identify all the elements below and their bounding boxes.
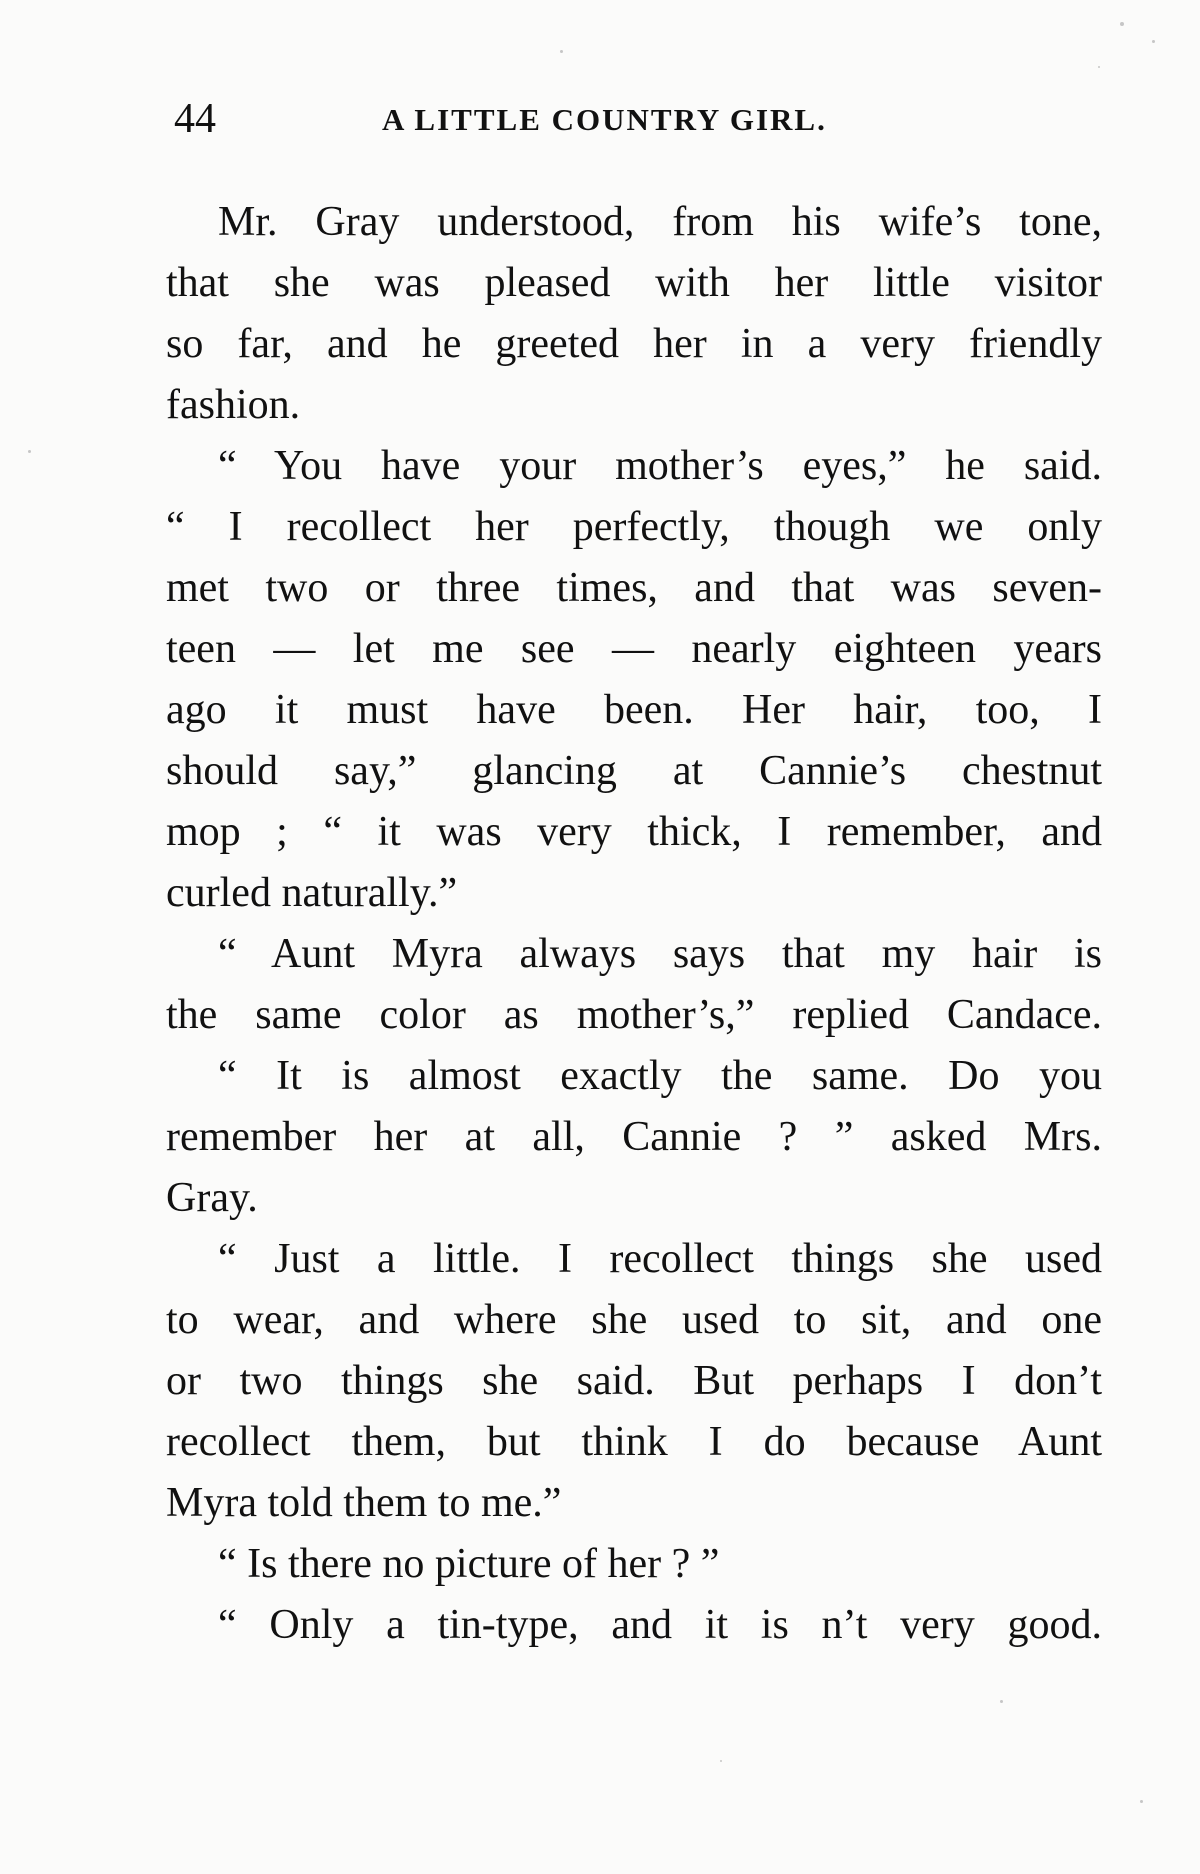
paper-speck bbox=[1098, 66, 1100, 68]
text-line: the same color as mother’s,” replied Candace. bbox=[166, 992, 1102, 1038]
text-line: “ Just a little. I recollect things she used bbox=[218, 1236, 1102, 1282]
paper-speck bbox=[1000, 1700, 1003, 1703]
text-line: “ Is there no picture of her ? ” bbox=[218, 1541, 720, 1587]
paper-speck bbox=[560, 50, 563, 53]
text-line: “ You have your mother’s eyes,” he said. bbox=[218, 443, 1102, 489]
text-line: “ It is almost exactly the same. Do you bbox=[218, 1053, 1102, 1099]
text-line: recollect them, but think I do because Aunt bbox=[166, 1419, 1102, 1465]
text-line: Mr. Gray understood, from his wife’s tone, bbox=[218, 199, 1102, 245]
paper-speck bbox=[1152, 40, 1155, 43]
page-number: 44 bbox=[174, 96, 216, 142]
text-line: “ Aunt Myra always says that my hair is bbox=[218, 931, 1102, 977]
text-line: that she was pleased with her little visitor bbox=[166, 260, 1102, 306]
paper-speck bbox=[1140, 1800, 1143, 1803]
text-line: Myra told them to me.” bbox=[166, 1480, 562, 1526]
text-line: to wear, and where she used to sit, and one bbox=[166, 1297, 1102, 1343]
paper-speck bbox=[720, 1760, 722, 1762]
text-line: remember her at all, Cannie ? ” asked Mrs. bbox=[166, 1114, 1102, 1160]
text-line: so far, and he greeted her in a very friendly bbox=[166, 321, 1102, 367]
text-line: mop ; “ it was very thick, I remember, and bbox=[166, 809, 1102, 855]
text-line: ago it must have been. Her hair, too, I bbox=[166, 687, 1102, 733]
running-title: A LITTLE COUNTRY GIRL. bbox=[382, 102, 827, 137]
text-line: should say,” glancing at Cannie’s chestnut bbox=[166, 748, 1102, 794]
text-line: or two things she said. But perhaps I don’t bbox=[166, 1358, 1102, 1404]
page-header bbox=[174, 94, 1104, 144]
text-line: curled naturally.” bbox=[166, 870, 458, 916]
text-line: “ Only a tin-type, and it is n’t very good. bbox=[218, 1602, 1102, 1648]
body-text bbox=[166, 192, 1102, 1656]
paper-speck bbox=[28, 450, 31, 453]
text-line: Gray. bbox=[166, 1175, 258, 1221]
text-line: teen — let me see — nearly eighteen years bbox=[166, 626, 1102, 672]
text-line: “ I recollect her perfectly, though we only bbox=[166, 504, 1102, 550]
text-line: met two or three times, and that was seven- bbox=[166, 565, 1102, 611]
text-line: fashion. bbox=[166, 382, 301, 428]
paper-speck bbox=[1120, 22, 1124, 26]
